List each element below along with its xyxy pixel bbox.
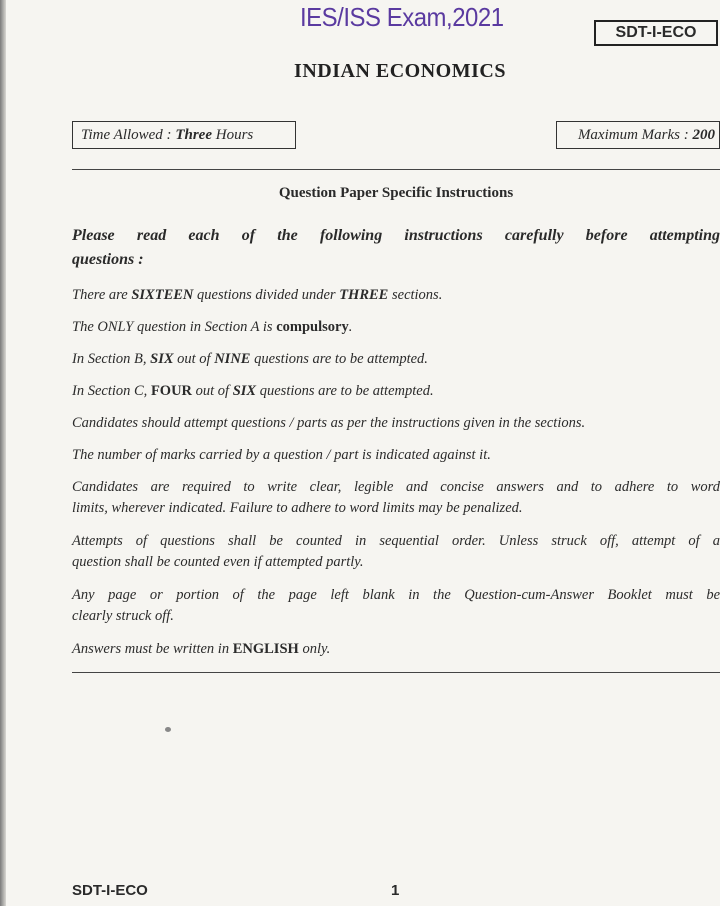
emphasis: SIXTEEN bbox=[131, 287, 194, 303]
emphasis: NINE bbox=[214, 351, 251, 367]
text-part: only. bbox=[298, 641, 331, 657]
emphasis: ENGLISH bbox=[232, 641, 299, 657]
text-part: questions are to be attempted. bbox=[250, 351, 428, 367]
exam-stamp: IES/ISS Exam,2021 bbox=[300, 2, 504, 32]
page-shadow-edge bbox=[0, 0, 6, 906]
instruction-4 bbox=[72, 381, 720, 402]
instruction-text: The number of marks carried by a question / part is indicated against it. bbox=[72, 447, 491, 463]
instruction-line: clearly struck off. bbox=[72, 608, 174, 624]
instruction-10 bbox=[72, 639, 720, 660]
text-part: The ONLY question in Section A is bbox=[72, 319, 277, 335]
instructions-lead bbox=[72, 224, 720, 272]
footer-paper-code: SDT-I-ECO bbox=[72, 882, 148, 899]
text-part: In Section C, bbox=[72, 383, 151, 399]
text-part: . bbox=[348, 319, 353, 335]
paper-title: INDIAN ECONOMICS bbox=[294, 60, 506, 82]
text-part: questions divided under bbox=[193, 287, 340, 303]
time-value: Three bbox=[175, 127, 212, 143]
scan-speck bbox=[165, 727, 171, 732]
time-allowed-box bbox=[72, 121, 296, 149]
emphasis: compulsory bbox=[276, 319, 349, 335]
instruction-7 bbox=[72, 477, 720, 519]
emphasis: SIX bbox=[150, 351, 174, 367]
marks-value: 200 bbox=[692, 127, 715, 143]
text-part: There are bbox=[72, 287, 132, 303]
text-part: questions are to be attempted. bbox=[256, 383, 434, 399]
instruction-3 bbox=[72, 349, 720, 370]
maximum-marks-box bbox=[556, 121, 720, 149]
instruction-line: Attempts of questions shall be counted in sequential order. Unless struck off, attempt of a bbox=[72, 533, 720, 549]
text-part: sections. bbox=[388, 287, 443, 303]
instruction-text: Candidates should attempt questions / parts as per the instructions given in the sections. bbox=[72, 415, 586, 431]
emphasis: THREE bbox=[339, 287, 389, 303]
emphasis: FOUR bbox=[150, 383, 193, 399]
instruction-5 bbox=[72, 413, 720, 434]
instruction-line: Candidates are required to write clear, legible and concise answers and to adhere to word bbox=[72, 479, 720, 495]
instruction-2 bbox=[72, 317, 720, 338]
bottom-divider bbox=[72, 672, 720, 673]
instruction-line: question shall be counted even if attempted partly. bbox=[72, 554, 364, 570]
text-part: Answers must be written in bbox=[72, 641, 233, 657]
instruction-1 bbox=[72, 285, 720, 306]
time-label: Time Allowed : bbox=[81, 127, 176, 143]
time-unit: Hours bbox=[211, 127, 254, 143]
emphasis: SIX bbox=[232, 383, 257, 399]
text-part: out of bbox=[173, 351, 215, 367]
instruction-line: limits, wherever indicated. Failure to adhere to word limits may be penalized. bbox=[72, 500, 523, 516]
text-part: out of bbox=[192, 383, 233, 399]
lead-line-2: questions : bbox=[72, 251, 144, 268]
instruction-line: Any page or portion of the page left blank in the Question-cum-Answer Booklet must be bbox=[72, 587, 720, 603]
marks-label: Maximum Marks : bbox=[577, 127, 693, 143]
text-part: In Section B, bbox=[72, 351, 151, 367]
instruction-8 bbox=[72, 531, 720, 573]
top-divider bbox=[72, 169, 720, 170]
paper-code-box: SDT-I-ECO bbox=[594, 20, 718, 46]
instructions-heading: Question Paper Specific Instructions bbox=[278, 185, 514, 201]
instruction-9 bbox=[72, 585, 720, 627]
footer-page-number: 1 bbox=[391, 882, 400, 899]
lead-line-1: Please read each of the following instructions carefully before attempting bbox=[72, 227, 720, 244]
instruction-6 bbox=[72, 445, 720, 466]
